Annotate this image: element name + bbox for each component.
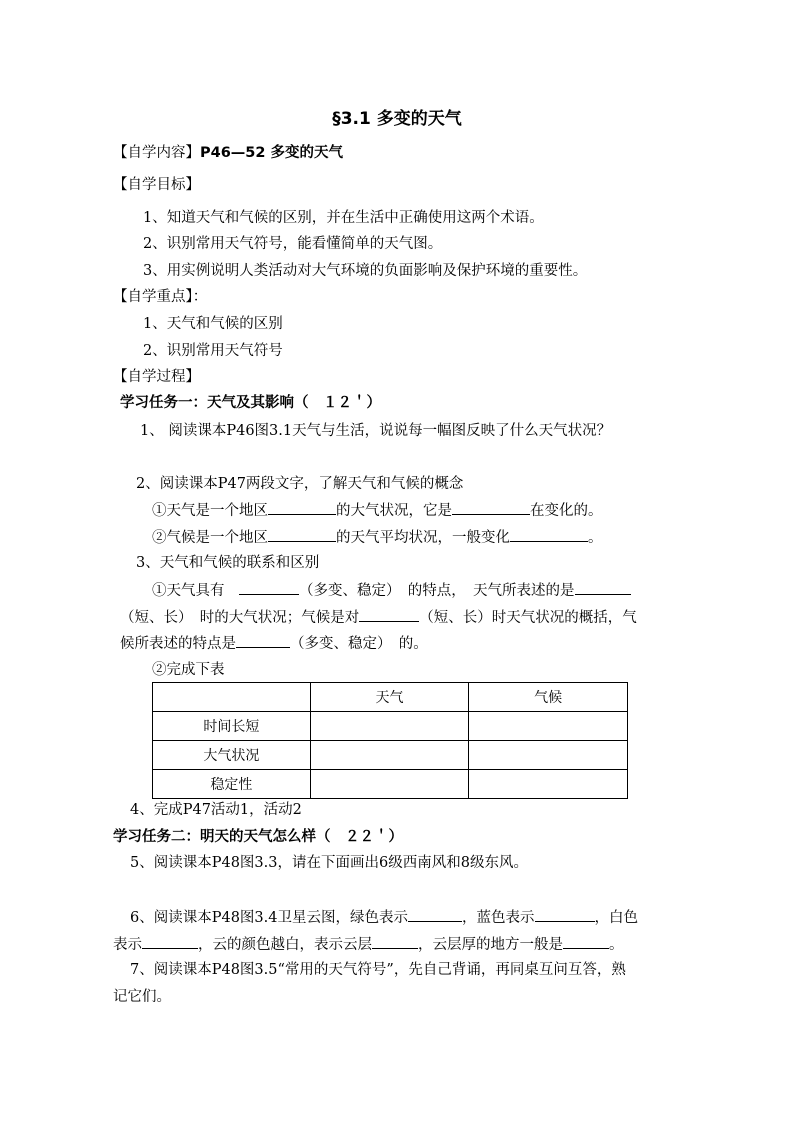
q6a-text-2: ，蓝色表示 <box>462 910 535 926</box>
question-1: 1、 阅读课本P46图3.1天气与生活，说说每一幅图反映了什么天气状况？ <box>140 423 612 439</box>
question-7b: 记它们。 <box>113 989 171 1005</box>
q6b-text-4: 。 <box>609 937 624 953</box>
answer-blank[interactable] <box>239 580 299 595</box>
answer-blank[interactable] <box>268 500 336 515</box>
content-label: 【自学内容】 <box>113 145 200 161</box>
q2a-text-2: 的大气状况，它是 <box>336 503 452 519</box>
question-3c <box>120 633 428 654</box>
task2-heading: 学习任务二：明天的天气怎么样（ ２２＇） <box>113 829 403 845</box>
q3b-text-2: （短、长）时天气状况的概括，气 <box>419 610 637 626</box>
table-row <box>153 741 628 770</box>
table-cell[interactable] <box>310 741 469 770</box>
answer-blank[interactable] <box>236 633 290 648</box>
goals-heading: 【自学目标】 <box>113 177 200 193</box>
q2b-text-1: ②气候是一个地区 <box>152 530 268 546</box>
table-cell[interactable] <box>310 770 469 799</box>
answer-blank[interactable] <box>359 607 419 622</box>
table-row <box>153 712 628 741</box>
document-title: §3.1 多变的天气 <box>332 109 462 129</box>
table-row <box>153 770 628 799</box>
q6a-text-3: ，白色 <box>594 910 638 926</box>
table-header-cell <box>153 683 311 712</box>
question-3: 3、天气和气候的联系和区别 <box>136 555 320 571</box>
key-heading: 【自学重点】： <box>113 289 208 305</box>
table-row-label: 时间长短 <box>153 712 311 741</box>
question-5: 5、阅读课本P48图3.3，请在下面画出6级西南风和8级东风。 <box>130 855 528 871</box>
table-cell[interactable] <box>469 770 628 799</box>
q6b-text-2: ，云的颜色越白，表示云层 <box>198 937 372 953</box>
answer-blank[interactable] <box>372 934 418 949</box>
q3b-text-1: （短、长） 时的大气状况；气候是对 <box>120 610 360 626</box>
q3c-text-1: 候所表述的特点是 <box>120 636 236 652</box>
q6a-text-1: 6、阅读课本P48图3.4卫星云图，绿色表示 <box>130 910 408 926</box>
answer-blank[interactable] <box>575 580 631 595</box>
q6b-text-1: 表示 <box>113 937 142 953</box>
table-row-label: 稳定性 <box>153 770 311 799</box>
answer-blank[interactable] <box>452 500 530 515</box>
answer-blank[interactable] <box>408 907 462 922</box>
goal-item: 2、识别常用天气符号，能看懂简单的天气图。 <box>143 236 443 252</box>
q2a-text-1: ①天气是一个地区 <box>152 503 268 519</box>
answer-blank[interactable] <box>535 907 595 922</box>
answer-blank[interactable] <box>142 934 198 949</box>
question-7a: 7、阅读课本P48图3.5“常用的天气符号”，先自己背诵，再同桌互问互答，熟 <box>130 962 626 978</box>
q2b-text-2: 的天气平均状况，一般变化 <box>336 530 510 546</box>
key-point: 2、识别常用天气符号 <box>143 343 283 359</box>
q2a-text-3: 在变化的。 <box>530 503 603 519</box>
q3c-text-2: （多变、稳定） 的。 <box>290 636 428 652</box>
table-row-label: 大气状况 <box>153 741 311 770</box>
table-header-cell: 天气 <box>310 683 469 712</box>
table-cell[interactable] <box>469 712 628 741</box>
question-4: 4、完成P47活动1，活动2 <box>130 802 302 818</box>
table-header-row <box>153 683 628 712</box>
goal-item: 1、知道天气和气候的区别，并在生活中正确使用这两个术语。 <box>143 210 544 226</box>
key-point: 1、天气和气候的区别 <box>143 316 283 332</box>
question-2a <box>152 500 603 521</box>
comparison-table <box>152 682 628 799</box>
question-3b <box>120 607 637 628</box>
q3a-text-2: （多变、稳定） 的特点， 天气所表述的是 <box>299 583 575 599</box>
q2b-text-3: 。 <box>588 530 603 546</box>
answer-blank[interactable] <box>563 934 609 949</box>
content-line <box>113 143 343 163</box>
task1-heading: 学习任务一：天气及其影响（ １２＇） <box>120 395 381 411</box>
question-6a <box>130 907 638 928</box>
question-2: 2、阅读课本P47两段文字，了解天气和气候的概念 <box>136 476 464 492</box>
question-6b <box>113 934 624 955</box>
answer-blank[interactable] <box>510 527 588 542</box>
question-2b <box>152 527 603 548</box>
question-3a <box>152 580 631 601</box>
table-cell[interactable] <box>310 712 469 741</box>
question-3d: ②完成下表 <box>152 662 225 678</box>
content-text: P46—52 多变的天气 <box>200 145 344 161</box>
table-cell[interactable] <box>469 741 628 770</box>
goal-item: 3、用实例说明人类活动对大气环境的负面影响及保护环境的重要性。 <box>143 263 588 279</box>
q3a-text-1: ①天气具有 <box>152 583 239 599</box>
table-header-cell: 气候 <box>469 683 628 712</box>
process-heading: 【自学过程】 <box>113 369 200 385</box>
q6b-text-3: ，云层厚的地方一般是 <box>418 937 563 953</box>
answer-blank[interactable] <box>268 527 336 542</box>
